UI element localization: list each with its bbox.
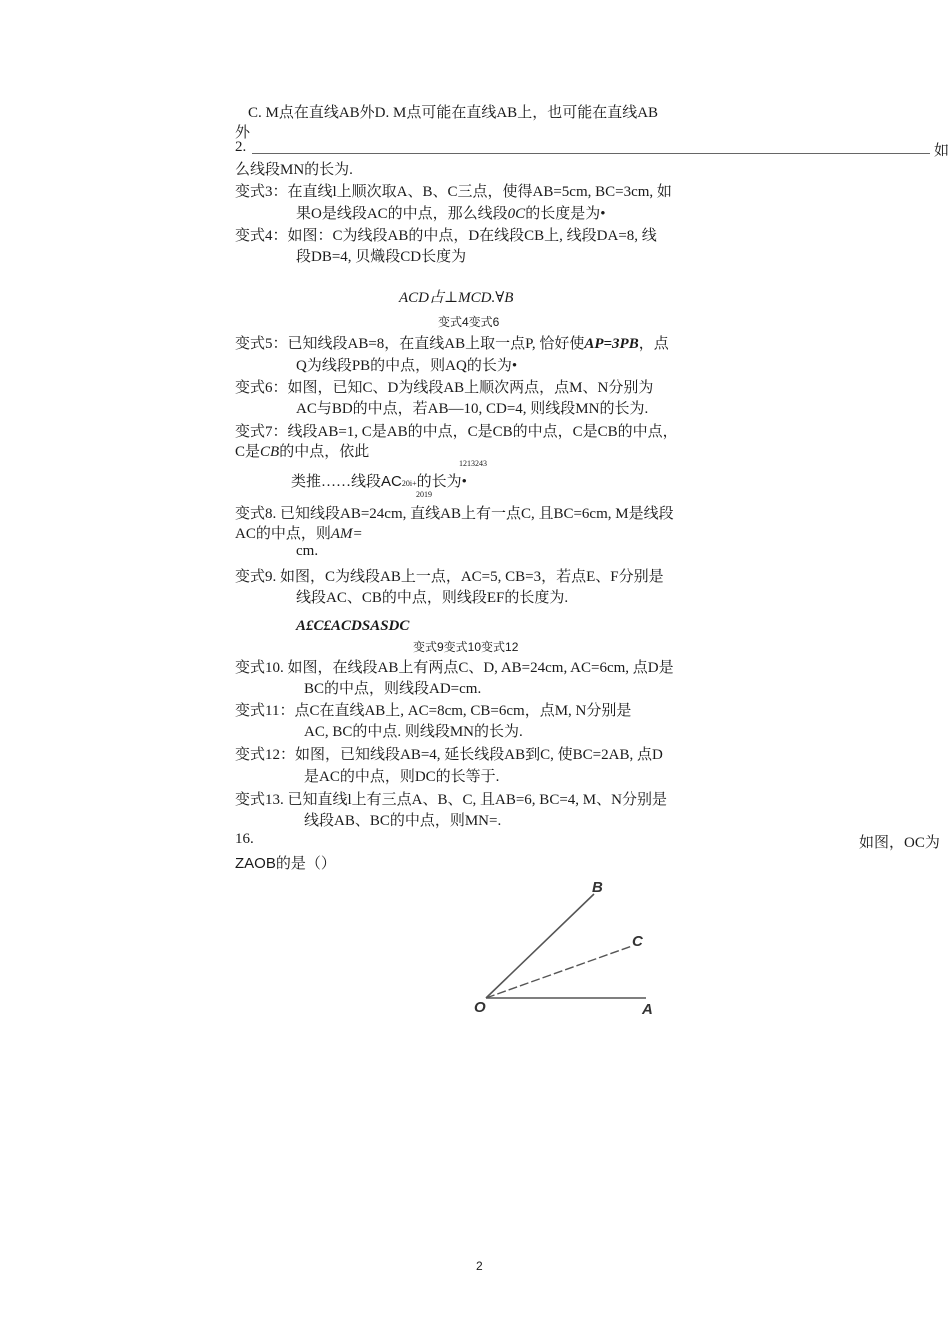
ray-oc	[486, 946, 632, 998]
variant-4-line-2: 段DB=4, 贝熾段CD长度为	[296, 249, 467, 265]
question-16-continuation: ZAOB的是（）	[235, 855, 336, 872]
variant-12-line-2: 是AC的中点，则DC的长等于.	[304, 769, 500, 785]
label-b: B	[592, 879, 603, 896]
variant-13-line-2: 线段AB、BC的中点，则MN=.	[304, 813, 502, 829]
question-2-blank-rule	[252, 153, 930, 154]
page-number: 2	[476, 1259, 483, 1273]
question-2-continuation: 么线段MN的长为.	[235, 162, 353, 178]
question-2-right-text: 如	[934, 143, 950, 159]
variant-11-line-2: AC, BC的中点. 则线段MN的长为.	[304, 724, 523, 740]
variant-7-line-2: C是CB的中点，依此	[235, 444, 370, 460]
variant-4-line-1: 变式4：如图：C为线段AB的中点，D在线段CB上, 线段DA=8, 线	[235, 228, 657, 244]
variant-11-line-1: 变式11：点C在直线AB上, AC=8cm, CB=6cm，点M, N分别是	[235, 703, 632, 719]
ray-ob	[486, 894, 594, 998]
variant-12-line-1: 变式12：如图，已知线段AB=4, 延长线段AB到C, 使BC=2AB, 点D	[235, 747, 663, 763]
question-16-number: 16.	[235, 831, 254, 847]
variant-5-line-1: 变式5：已知线段AB=8，在直线AB上取一点P, 恰好使AP=3PB，点	[235, 336, 669, 352]
variant-8-line-1: 变式8. 已知线段AB=24cm, 直线AB上有一点C, 且BC=6cm, M是线段	[235, 506, 674, 522]
question-2-number: 2.	[235, 139, 247, 155]
variant-3-line-2: 果O是线段AC的中点，那么线段0C的长度是为•	[296, 206, 606, 222]
variant-9-line-1: 变式9. 如图，C为线段AB上一点，AC=5, CB=3，若点E、F分别是	[235, 569, 664, 585]
label-o: O	[474, 999, 486, 1016]
figure-placeholder-row-2: A£C£ACDSASDC	[296, 618, 410, 634]
variant-7-line-3: 类推……线段AC20i+的长为•	[291, 473, 467, 490]
variant-7-subscripts: 1213243	[459, 459, 487, 468]
angle-aob-figure	[460, 872, 670, 1020]
variant-7-year: 2019	[416, 490, 432, 499]
figure-caption-2: 变式9变式10变式12	[413, 640, 519, 654]
figure-placeholder-row-1: ACD占⊥MCD.∀B	[399, 290, 514, 306]
variant-10-line-2: BC的中点，则线段AD=cm.	[304, 681, 482, 697]
variant-6-line-2: AC与BD的中点，若AB—10, CD=4, 则线段MN的长为.	[296, 401, 649, 417]
option-d-continuation: 外	[235, 125, 251, 141]
label-a: A	[642, 1001, 653, 1018]
variant-10-line-1: 变式10. 如图，在线段AB上有两点C、D, AB=24cm, AC=6cm, 点D是	[235, 660, 674, 676]
variant-8-line-2: AC的中点，则AM=	[235, 526, 363, 542]
question-16-right-text: 如图，OC为	[859, 835, 940, 851]
label-c: C	[632, 933, 643, 950]
variant-6-line-1: 变式6：如图，已知C、D为线段AB上顺次两点，点M、N分别为	[235, 380, 654, 396]
variant-8-line-3: cm.	[296, 543, 319, 559]
variant-9-line-2: 线段AC、CB的中点，则线段EF的长度为.	[296, 590, 569, 606]
variant-3-line-1: 变式3：在直线l上顺次取A、B、C三点，使得AB=5cm, BC=3cm, 如	[235, 184, 672, 200]
option-c-d-line: C. M点在直线AB外D. M点可能在直线AB上，也可能在直线AB	[248, 105, 659, 121]
variant-7-line-1: 变式7：线段AB=1, C是AB的中点，C是CB的中点，C是CB的中点，	[235, 424, 678, 440]
variant-5-line-2: Q为线段PB的中点，则AQ的长为•	[296, 358, 518, 374]
variant-13-line-1: 变式13. 已知直线l上有三点A、B、C, 且AB=6, BC=4, M、N分别是	[235, 792, 667, 808]
figure-caption-1: 变式4变式6	[438, 315, 500, 329]
